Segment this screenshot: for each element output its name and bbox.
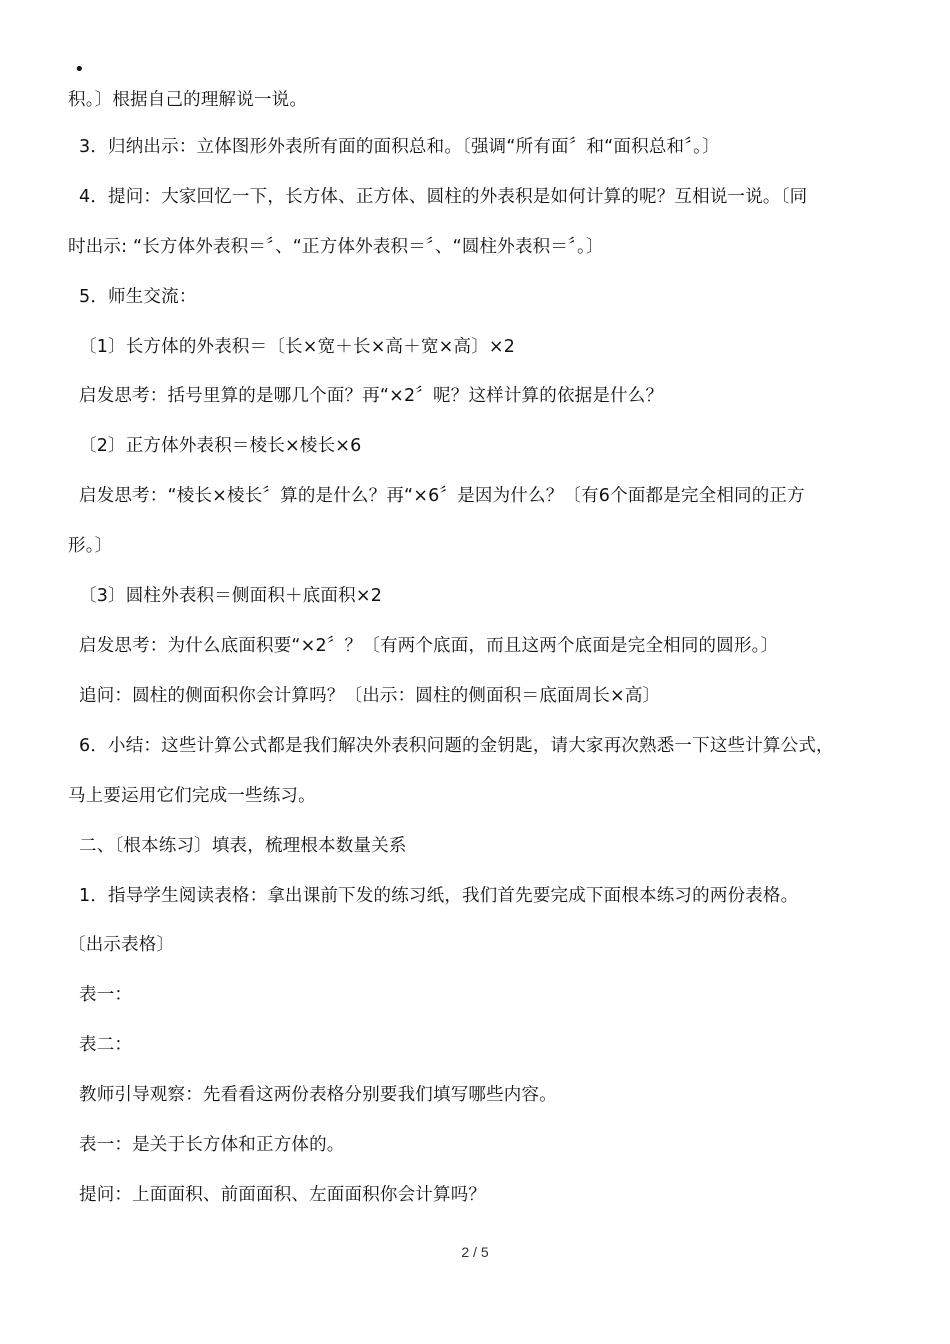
text-line: 追问：圆柱的侧面积你会计算吗？〔出示：圆柱的侧面积＝底面周长×高〕 xyxy=(79,686,661,706)
table-label: 表二： xyxy=(79,1035,133,1055)
text-line: 时出示: “长方体外表积＝〞、“正方体外表积＝〞、“圆柱外表积＝〞。〕 xyxy=(68,237,604,257)
text-line: 提问：上面面积、前面面积、左面面积你会计算吗？ xyxy=(79,1185,487,1205)
text-line: 6．小结：这些计算公式都是我们解决外表积问题的金钥匙，请大家再次熟悉一下这些计算公式， xyxy=(79,736,834,756)
text-line: 5．师生交流： xyxy=(79,287,197,307)
page-number: 2 / 5 xyxy=(461,1244,489,1260)
text-line: 表一：是关于长方体和正方体的。 xyxy=(79,1135,345,1155)
text-line: 4．提问：大家回忆一下，长方体、正方体、圆柱的外表积是如何计算的呢？互相说一说。〔同 xyxy=(79,187,808,207)
text-line: 1．指导学生阅读表格：拿出课前下发的练习纸，我们首先要完成下面根本练习的两份表格。 xyxy=(79,886,799,906)
bullet-mark: • xyxy=(74,59,85,80)
text-line: 启发思考：“棱长×棱长〞算的是什么？再“×6〞是因为什么？〔有6个面都是完全相同的正方 xyxy=(79,486,805,506)
text-line: 启发思考：为什么底面积要“×2〞？〔有两个底面，而且这两个底面是完全相同的圆形。〕 xyxy=(79,636,779,656)
text-line: 〔3〕圆柱外表积＝侧面积＋底面积×2 xyxy=(79,586,383,606)
text-line: 启发思考：括号里算的是哪几个面？再“×2〞呢？这样计算的依据是什么？ xyxy=(79,386,664,406)
table-label: 表一： xyxy=(79,985,133,1005)
section-heading: 二、〔根本练习〕填表，梳理根本数量关系 xyxy=(79,836,407,856)
text-line: 〔1〕长方体的外表积＝〔长×宽＋长×高＋宽×高〕×2 xyxy=(79,337,516,357)
text-line: 3．归纳出示：立体图形外表所有面的面积总和。〔强调“所有面〞和“面积总和〞。〕 xyxy=(79,137,720,157)
text-line: 形。〕 xyxy=(68,536,113,556)
text-line: 〔出示表格〕 xyxy=(68,935,175,955)
text-line: 教师引导观察：先看看这两份表格分别要我们填写哪些内容。 xyxy=(79,1085,557,1105)
text-line: 〔2〕正方体外表积＝棱长×棱长×6 xyxy=(79,436,362,456)
text-line: 马上要运用它们完成一些练习。 xyxy=(68,786,316,806)
text-line: 积。〕根据自己的理解说一说。 xyxy=(68,90,308,110)
